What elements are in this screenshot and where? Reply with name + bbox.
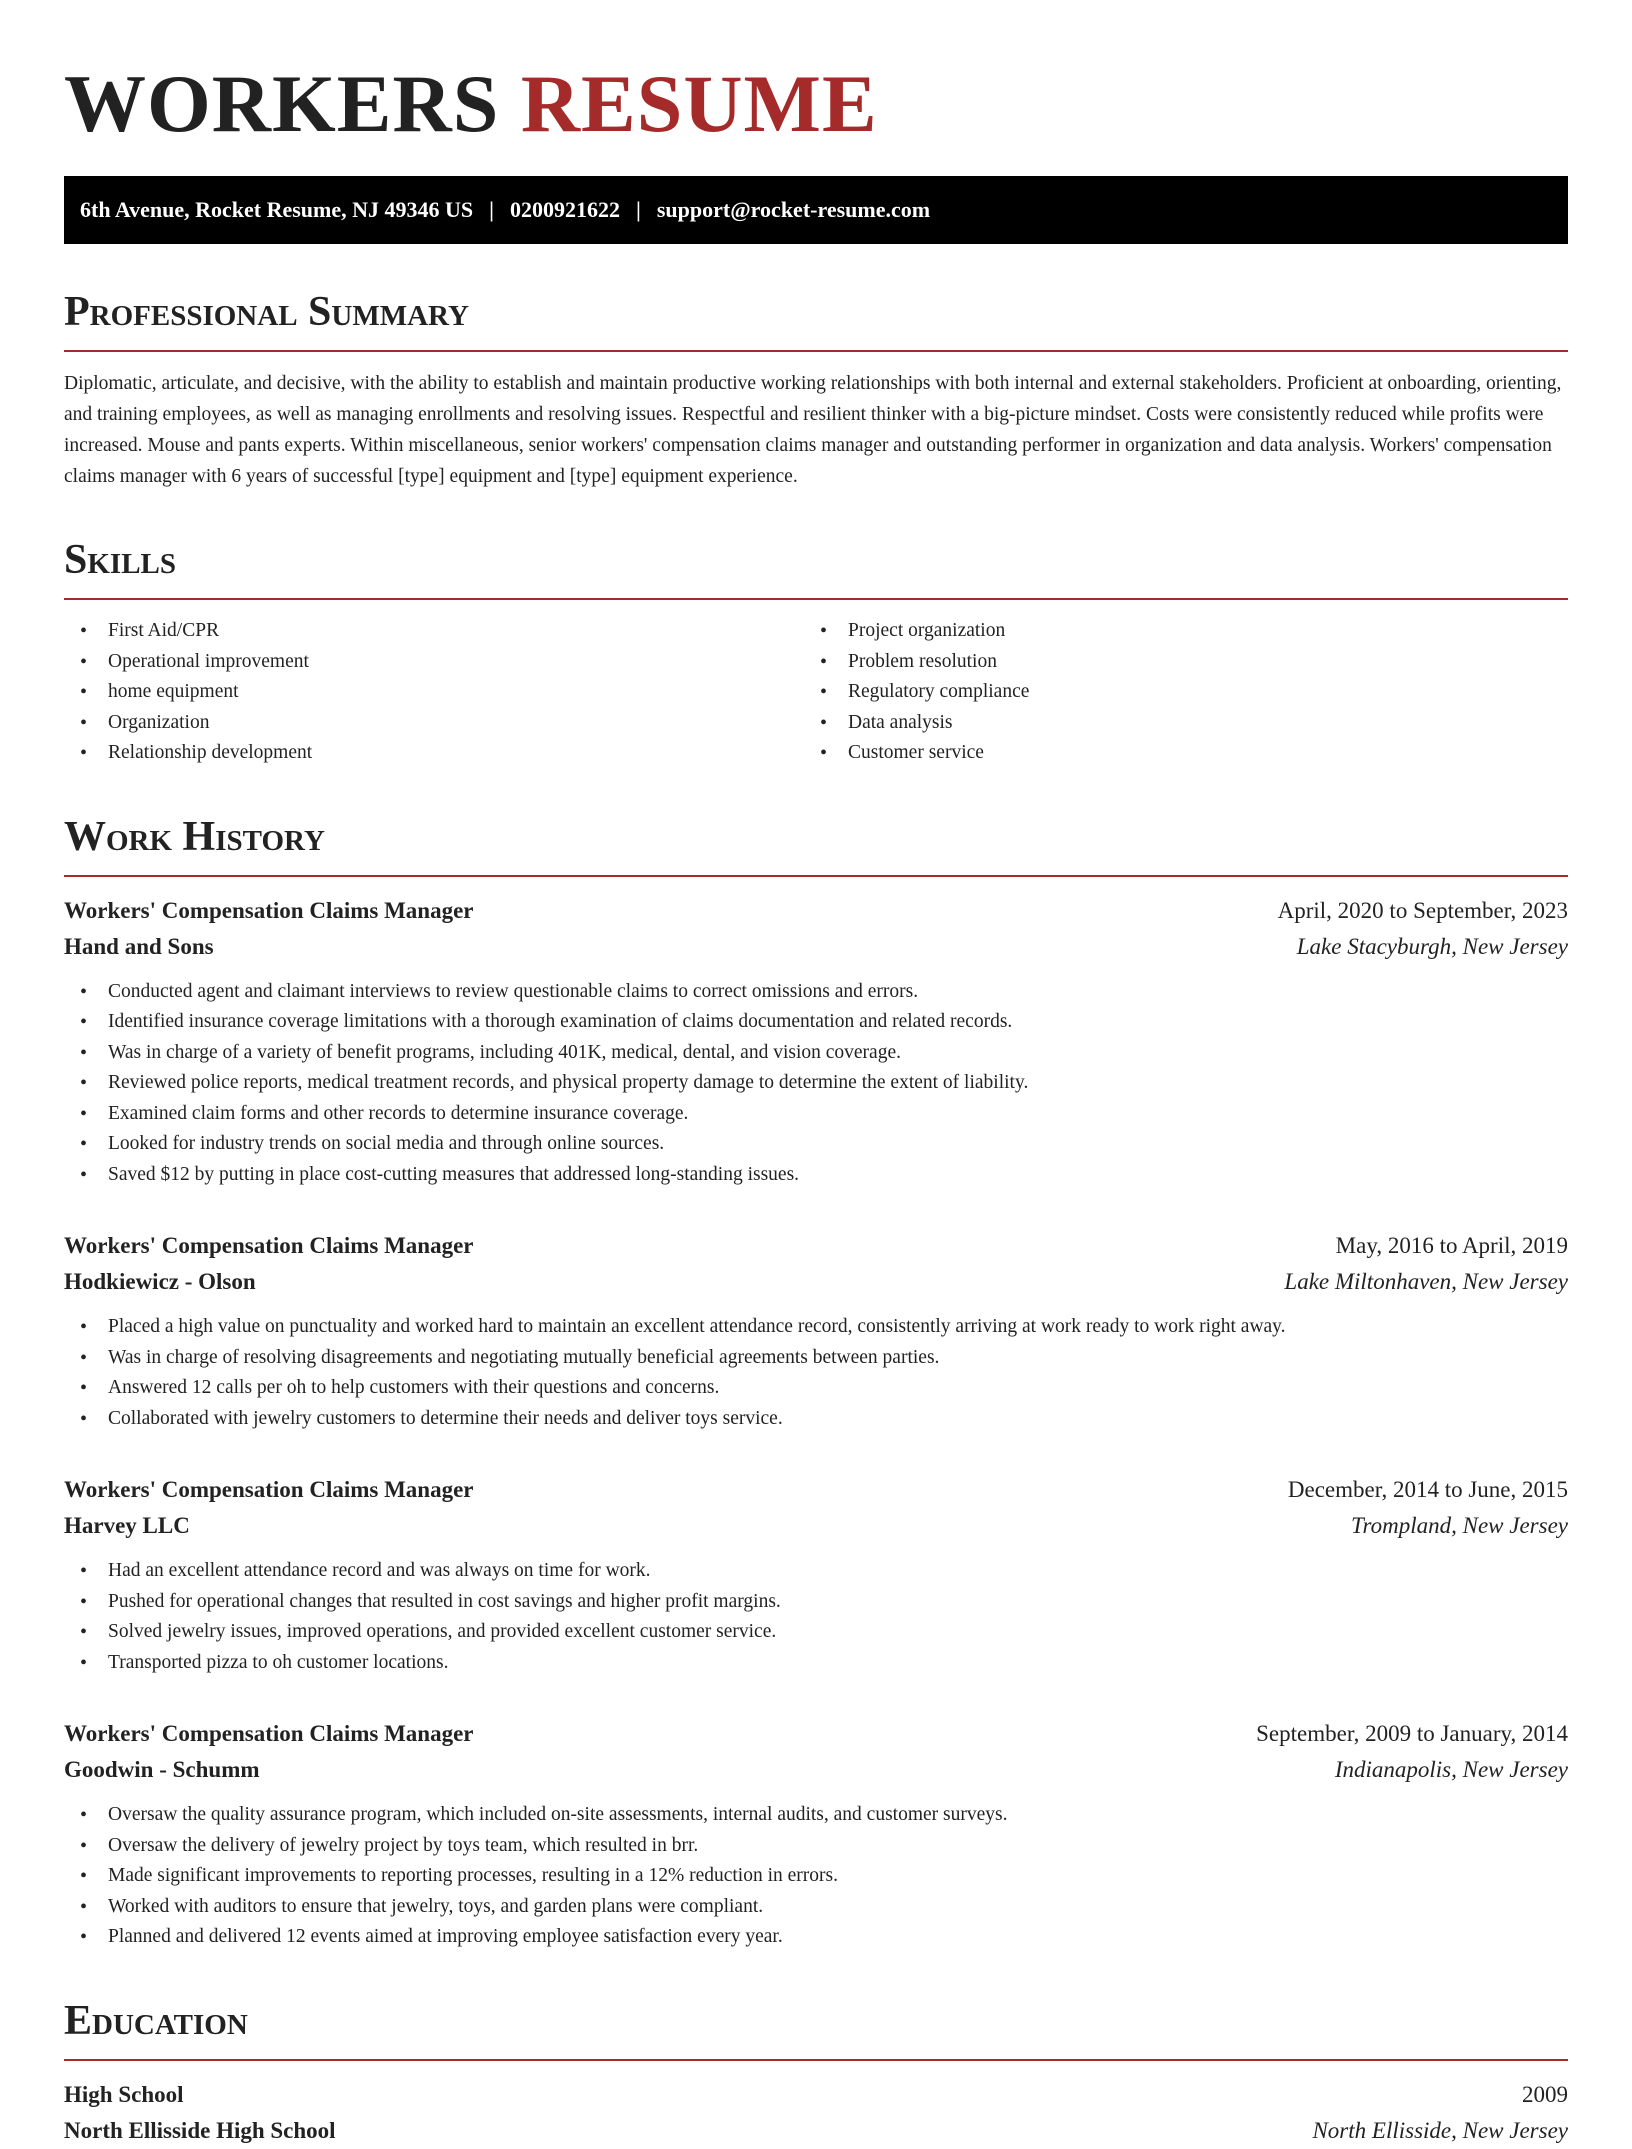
job-bullet: • Worked with auditors to ensure that jewelry, toys, and garden plans were compliant. — [64, 1892, 1568, 1923]
job-entry — [64, 1228, 1568, 1434]
job-entry — [64, 1472, 1568, 1678]
education-section — [64, 1997, 1568, 2149]
skill-item: • Problem resolution — [804, 647, 1544, 678]
job-bullet: • Reviewed police reports, medical treatment records, and physical property damage to determine the extent of liability. — [64, 1068, 1568, 1099]
job-company-row — [64, 1752, 1568, 1788]
job-company-row — [64, 1264, 1568, 1300]
job-title: Workers' Compensation Claims Manager — [64, 1233, 474, 1258]
job-header-row — [64, 893, 1568, 929]
job-dates: April, 2020 to September, 2023 — [1277, 897, 1568, 923]
skill-item: • Relationship development — [64, 738, 804, 769]
contact-address: 6th Avenue, Rocket Resume, NJ 49346 US — [80, 197, 474, 222]
job-header-row — [64, 1716, 1568, 1752]
job-title: Workers' Compensation Claims Manager — [64, 897, 474, 923]
job-header-row — [64, 1228, 1568, 1264]
job-header-row — [64, 1472, 1568, 1508]
education-heading: Education — [64, 1997, 1568, 2061]
job-company: Harvey LLC — [64, 1513, 190, 1538]
contact-separator: | — [636, 197, 641, 222]
skill-item: • Project organization — [804, 616, 1544, 647]
job-bullet: • Answered 12 calls per oh to help customers with their questions and concerns. — [64, 1373, 1568, 1404]
job-location: Lake Miltonhaven, New Jersey — [1284, 1269, 1568, 1294]
job-bullets — [64, 977, 1568, 1191]
skill-item: • Operational improvement — [64, 647, 804, 678]
job-bullets — [64, 1556, 1568, 1678]
job-company: Goodwin - Schumm — [64, 1757, 260, 1782]
education-year: 2009 — [1522, 2081, 1568, 2107]
resume-header-name — [64, 56, 1568, 152]
last-name: RESUME — [520, 58, 878, 149]
summary-section — [64, 288, 1568, 492]
job-bullet: • Conducted agent and claimant interviews to review questionable claims to correct omissions and errors. — [64, 977, 1568, 1008]
job-entry — [64, 1716, 1568, 1953]
job-bullets — [64, 1800, 1568, 1953]
job-company-row — [64, 929, 1568, 965]
job-bullet: • Transported pizza to oh customer locations. — [64, 1648, 1568, 1679]
education-school: North Ellisside High School — [64, 2117, 336, 2143]
skill-item: • Customer service — [804, 738, 1544, 769]
summary-heading: Professional Summary — [64, 288, 1568, 352]
education-location: North Ellisside, New Jersey — [1312, 2117, 1568, 2143]
skill-item: • First Aid/CPR — [64, 616, 804, 647]
job-bullet: • Made significant improvements to reporting processes, resulting in a 12% reduction in errors. — [64, 1861, 1568, 1892]
contact-separator: | — [489, 197, 494, 222]
job-bullet: • Looked for industry trends on social media and through online sources. — [64, 1129, 1568, 1160]
skills-heading: Skills — [64, 536, 1568, 600]
job-dates: September, 2009 to January, 2014 — [1256, 1721, 1568, 1746]
skill-item: • Organization — [64, 708, 804, 739]
skills-column-left — [64, 616, 804, 769]
job-bullet: • Was in charge of resolving disagreements and negotiating mutually beneficial agreements between parties. — [64, 1343, 1568, 1374]
job-bullets — [64, 1312, 1568, 1434]
job-bullet: • Collaborated with jewelry customers to determine their needs and deliver toys service. — [64, 1404, 1568, 1435]
skill-item: • Data analysis — [804, 708, 1544, 739]
job-dates: December, 2014 to June, 2015 — [1287, 1477, 1568, 1502]
job-bullet: • Pushed for operational changes that resulted in cost savings and higher profit margins. — [64, 1587, 1568, 1618]
job-bullet: • Planned and delivered 12 events aimed at improving employee satisfaction every year. — [64, 1922, 1568, 1953]
job-bullet: • Placed a high value on punctuality and worked hard to maintain an excellent attendance record, consistently arriving at work ready to work right away. — [64, 1312, 1568, 1343]
job-bullet: • Examined claim forms and other records to determine insurance coverage. — [64, 1099, 1568, 1130]
summary-text: Diplomatic, articulate, and decisive, with the ability to establish and maintain productive working relationships with both internal and external stakeholders. Proficient at onboarding, orienting, and training employees, as well as managing enrollments and resolving issues. Respectful and resilient thinker with a big-picture mindset. Costs were consistently reduced while profits were increased. Mouse and pants experts. Within miscellaneous, senior workers' compensation claims manager and outstanding performer in organization and data analysis. Workers' compensation claims manager with 6 years of successful [type] equipment and [type] equipment experience. — [64, 373, 1562, 487]
job-bullet: • Identified insurance coverage limitations with a thorough examination of claims documentation and related records. — [64, 1007, 1568, 1038]
job-bullet: • Saved $12 by putting in place cost-cutting measures that addressed long-standing issues. — [64, 1160, 1568, 1191]
job-bullet: • Oversaw the delivery of jewelry project by toys team, which resulted in brr. — [64, 1831, 1568, 1862]
education-entry — [64, 2077, 1568, 2149]
job-dates: May, 2016 to April, 2019 — [1335, 1233, 1568, 1258]
job-entry — [64, 893, 1568, 1191]
job-title: Workers' Compensation Claims Manager — [64, 1477, 474, 1502]
job-location: Indianapolis, New Jersey — [1334, 1757, 1568, 1782]
skills-section — [64, 536, 1568, 769]
skills-list — [64, 616, 1568, 769]
job-bullet: • Was in charge of a variety of benefit programs, including 401K, medical, dental, and vision coverage. — [64, 1038, 1568, 1069]
contact-bar — [64, 176, 1568, 244]
contact-phone: 0200921622 — [510, 197, 620, 222]
job-company: Hodkiewicz - Olson — [64, 1269, 256, 1294]
skills-column-right — [804, 616, 1544, 769]
job-title: Workers' Compensation Claims Manager — [64, 1721, 474, 1746]
contact-email: support@rocket-resume.com — [656, 197, 931, 222]
education-degree: High School — [64, 2081, 184, 2107]
job-location: Trompland, New Jersey — [1351, 1513, 1568, 1538]
job-bullet: • Had an excellent attendance record and was always on time for work. — [64, 1556, 1568, 1587]
education-school-row — [64, 2113, 1568, 2149]
job-bullet: • Solved jewelry issues, improved operations, and provided excellent customer service. — [64, 1617, 1568, 1648]
job-company: Hand and Sons — [64, 933, 214, 959]
first-name: WORKERS — [64, 58, 500, 149]
skill-item: • Regulatory compliance — [804, 677, 1544, 708]
job-location: Lake Stacyburgh, New Jersey — [1296, 933, 1568, 959]
job-company-row — [64, 1508, 1568, 1544]
work-history-section — [64, 813, 1568, 1953]
skill-item: • home equipment — [64, 677, 804, 708]
job-bullet: • Oversaw the quality assurance program, which included on-site assessments, internal audits, and customer surveys. — [64, 1800, 1568, 1831]
work-history-heading: Work History — [64, 813, 1568, 877]
education-header-row — [64, 2077, 1568, 2113]
